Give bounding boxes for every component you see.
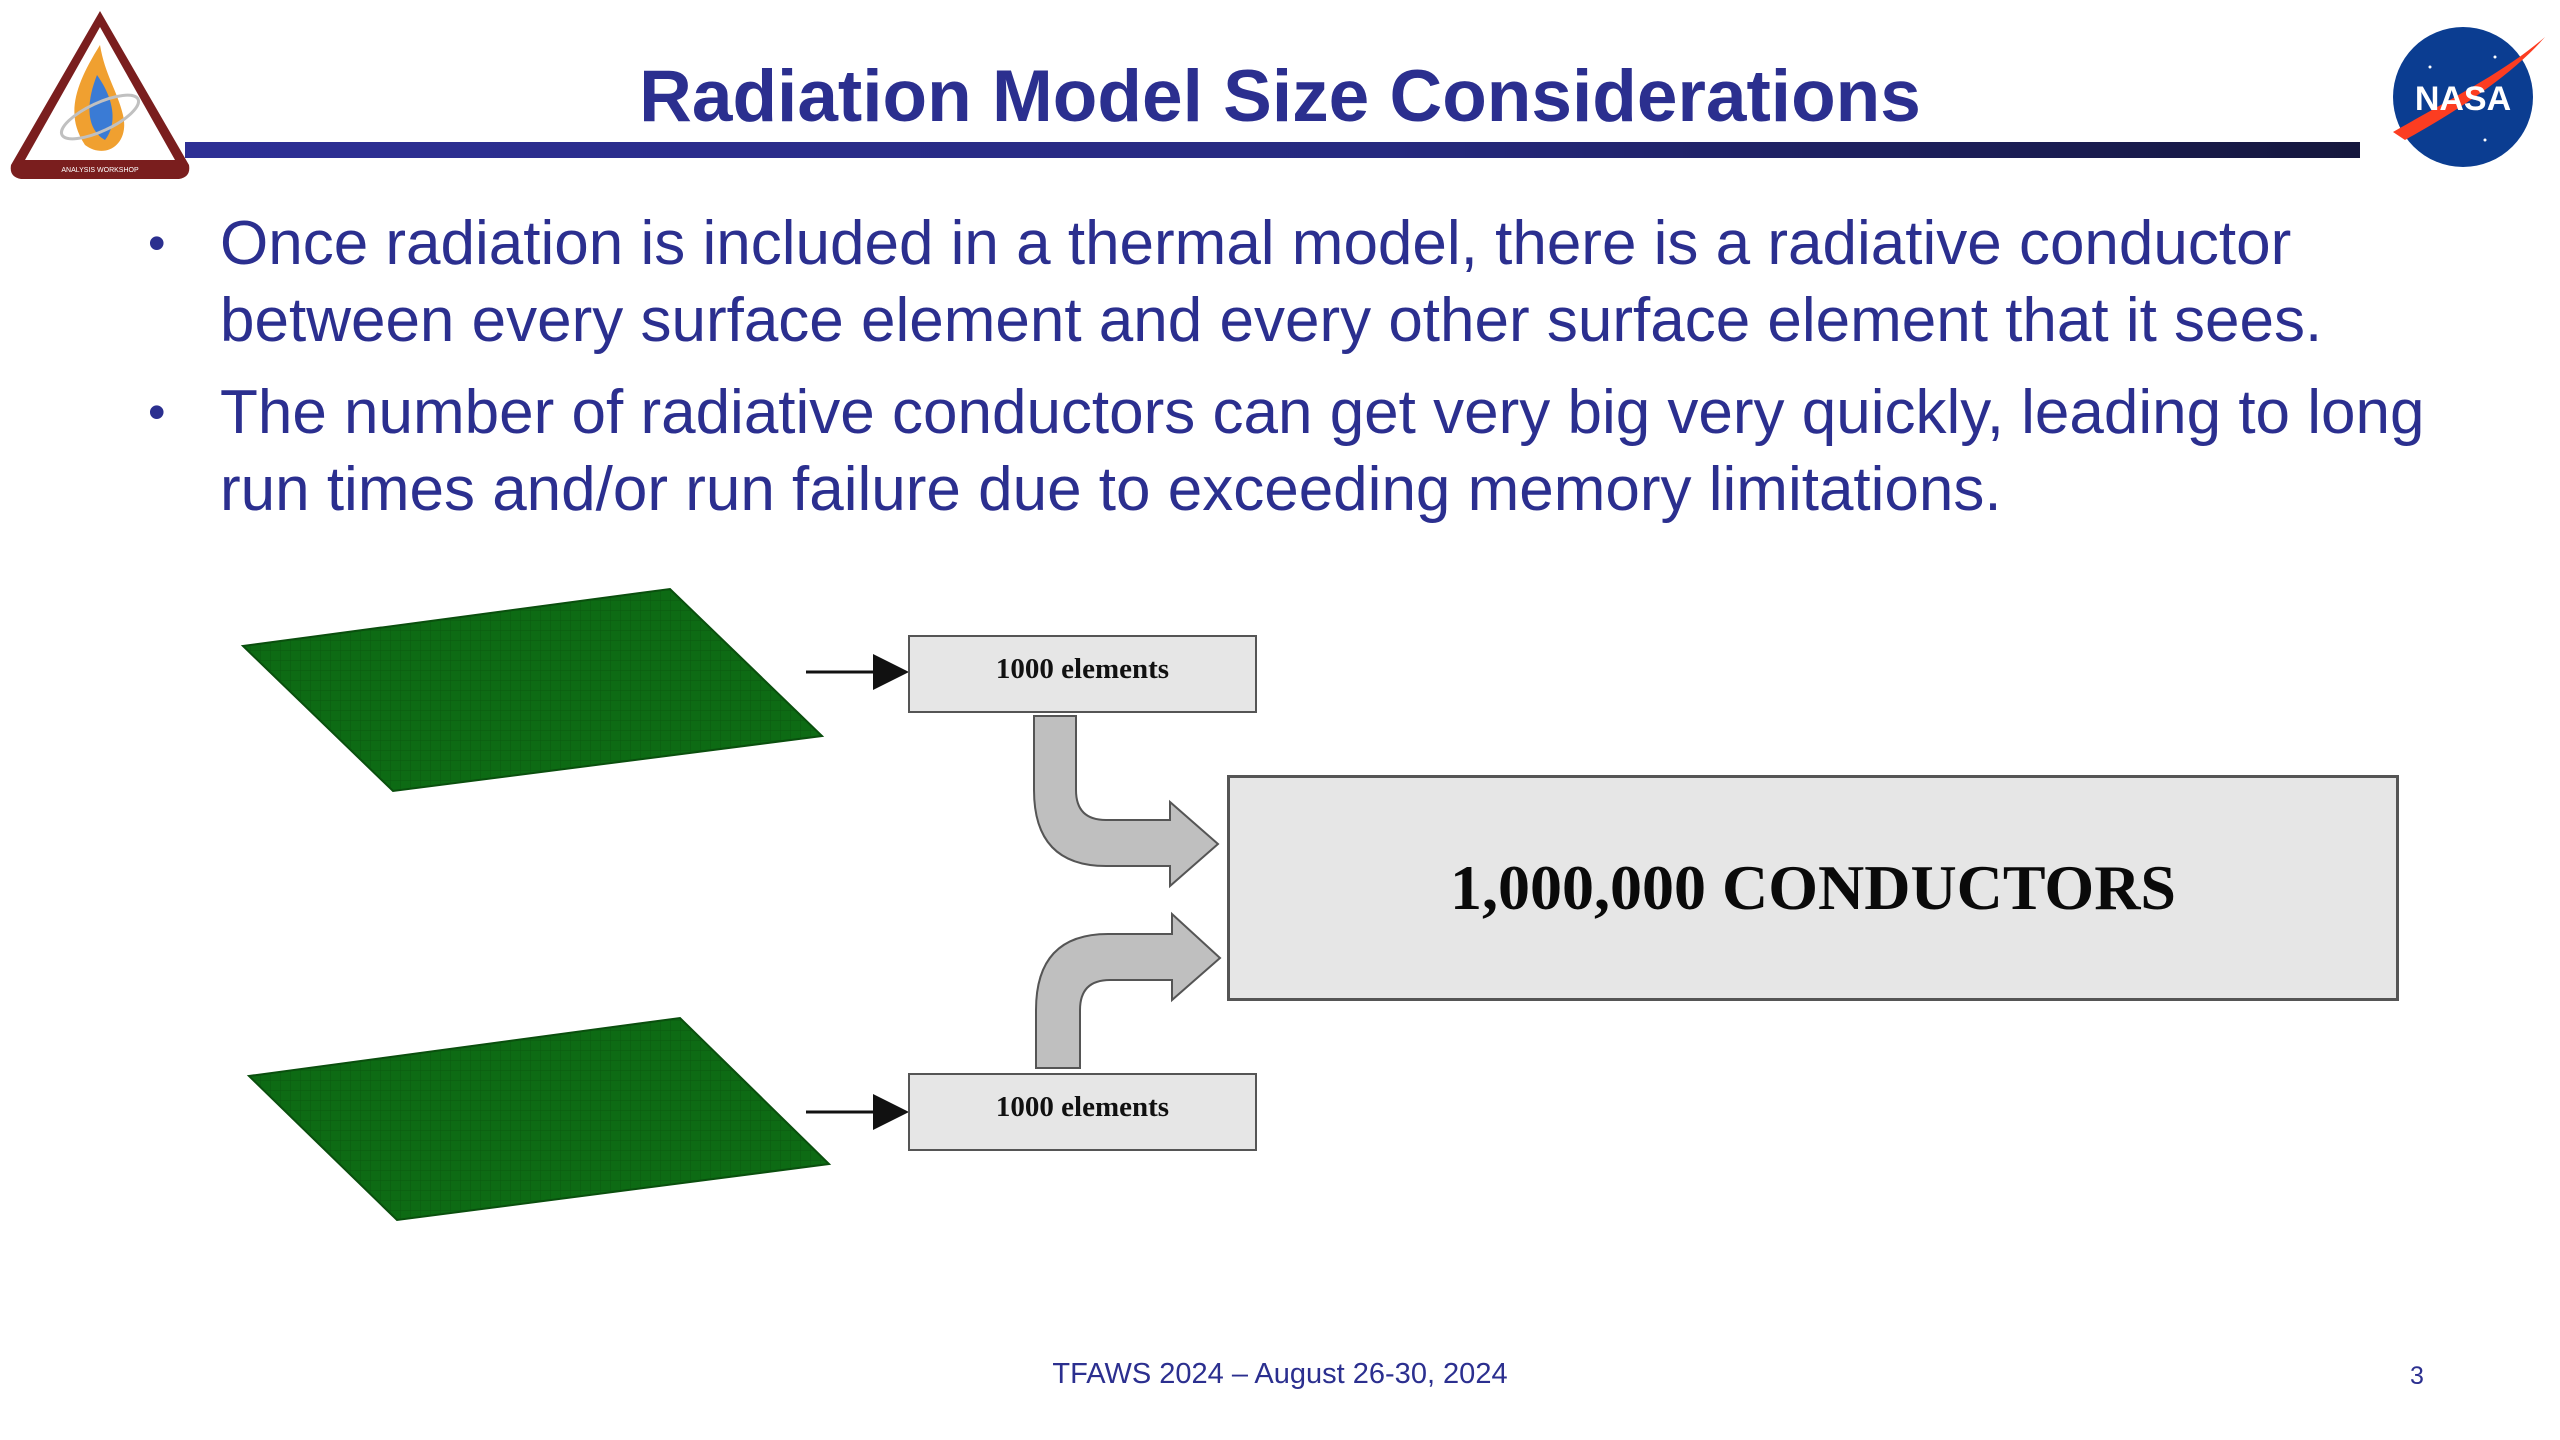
bullet-text: The number of radiative conductors can get very big very quickly, leading to long run times and/or run failure due to exceeding memory limitations. [220,378,2425,524]
footer-text: TFAWS 2024 – August 26-30, 2024 [1052,1358,1508,1390]
top-elements-label: 1000 elements [995,653,1170,685]
top-elements-box [908,635,1257,713]
bullet-glyph: • [148,384,166,440]
top-curved-arrow [1034,716,1218,886]
bottom-curved-arrow [1036,914,1220,1068]
bottom-surface-plate [249,1018,829,1220]
bottom-elements-box [908,1073,1257,1151]
bullet-text: Once radiation is included in a thermal model, there is a radiative conductor between every surface element and every other surface element that it sees. [220,209,2323,355]
svg-text:NASA: NASA [2414,80,2512,118]
bullet-glyph: • [148,215,166,271]
bottom-elements-label: 1000 elements [995,1091,1170,1123]
page-number: 3 [2410,1362,2424,1390]
conductors-box [1227,775,2399,1001]
conductors-label: 1,000,000 CONDUCTORS [1450,852,2176,923]
top-surface-plate [243,589,822,791]
slide-title: Radiation Model Size Considerations [639,56,1921,137]
svg-text:ANALYSIS WORKSHOP: ANALYSIS WORKSHOP [61,167,139,174]
